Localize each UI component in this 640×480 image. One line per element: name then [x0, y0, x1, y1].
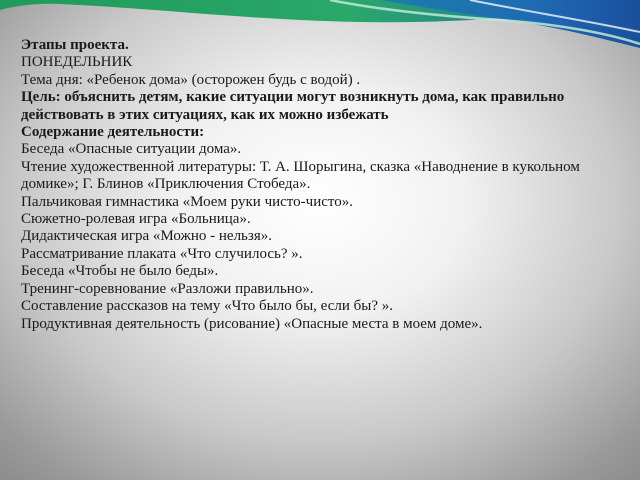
activity-item: Составление рассказов на тему «Что было бы, если бы? ». [21, 298, 394, 315]
day-theme: Тема дня: «Ребенок дома» (осторожен будь с водой) . [21, 71, 361, 88]
activity-item: Пальчиковая гимнастика «Моем руки чисто-чисто». [21, 193, 353, 210]
activity-item: Сюжетно-ролевая игра «Больница». [21, 211, 251, 228]
activity-item: Беседа «Опасные ситуации дома». [21, 141, 242, 158]
activity-item: Дидактическая игра «Можно - нельзя». [21, 228, 272, 245]
activity-item: Беседа «Чтобы не было беды». [21, 263, 219, 280]
activity-item: Тренинг-соревнование «Разложи правильно». [21, 280, 314, 297]
day-label: ПОНЕДЕЛЬНИК [21, 54, 133, 71]
activity-item: Чтение художественной литературы: Т. А. Шорыгина, сказка «Наводнение в кукольном домике»; Г. Блинов «Приключения Стобеда». [21, 158, 580, 193]
goal-text: Цель: объяснить детям, какие ситуации могут возникнуть дома, как правильно действовать в этих ситуациях, как их можно избежать [21, 89, 565, 123]
content-heading: Содержание деятельности: [21, 124, 205, 141]
activity-item: Продуктивная деятельность (рисование) «Опасные места в моем доме». [21, 315, 483, 332]
slide-title: Этапы проекта. [21, 37, 129, 53]
slide-content [21, 37, 621, 333]
activity-item: Рассматривание плаката «Что случилось? ». [21, 245, 303, 262]
